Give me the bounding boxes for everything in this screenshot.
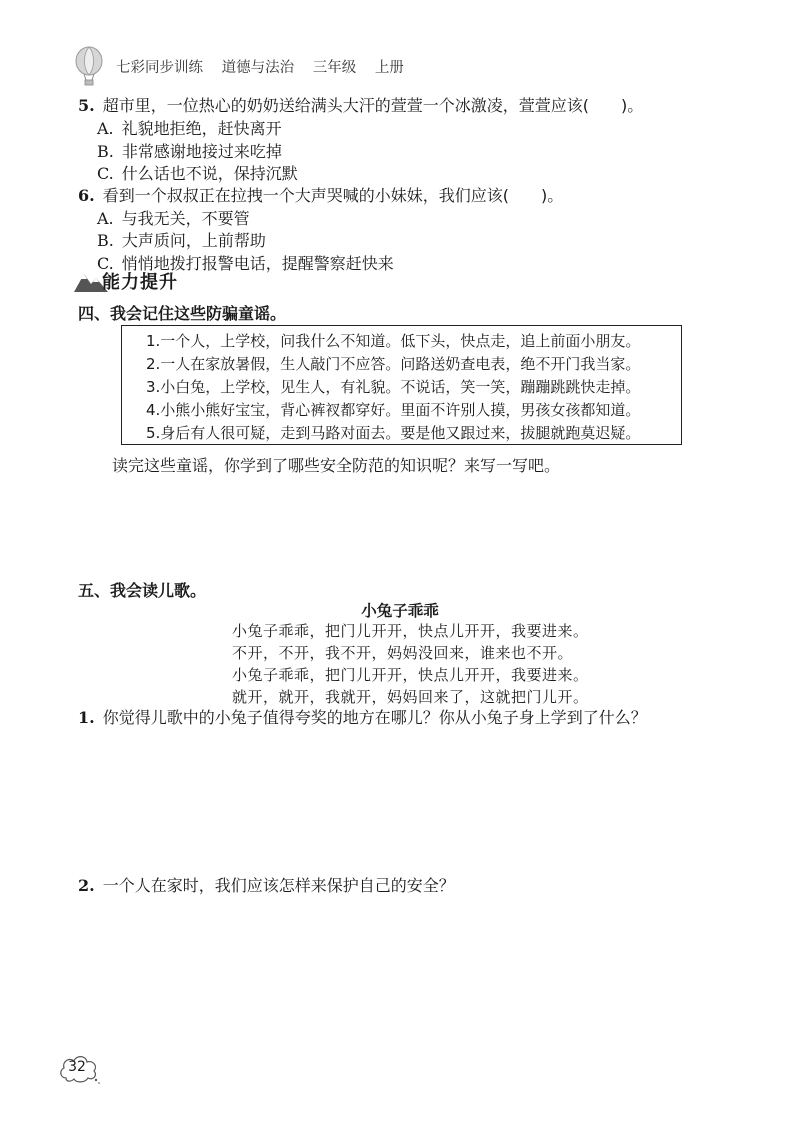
rhyme-box xyxy=(121,325,682,445)
page-number-text: 32 xyxy=(68,1059,86,1075)
header-grade: 三年级 xyxy=(312,60,357,76)
balloon-icon xyxy=(72,46,106,86)
header-subject: 道德与法治 xyxy=(221,60,295,76)
question-text: 看到一个叔叔正在拉拽一个大声哭喊的小妹妹，我们应该( )。 xyxy=(102,186,564,205)
section-5-question-1 xyxy=(78,705,647,728)
poem-line: 不开，不开，我不开，妈妈没回来，谁来也不开。 xyxy=(232,644,574,662)
option-5b: B. 非常感谢地接过来吃掉 xyxy=(97,142,282,161)
poem-title: 小兔子乖乖 xyxy=(361,602,439,620)
question-text: 超市里，一位热心的奶奶送给满头大汗的萱萱一个冰激凌，萱萱应该( )。 xyxy=(102,96,644,115)
option-5c: C. 什么话也不说，保持沉默 xyxy=(97,164,298,183)
question-6 xyxy=(78,183,563,206)
question-text: 你觉得儿歌中的小兔子值得夸奖的地方在哪儿？你从小兔子身上学到了什么？ xyxy=(102,708,647,727)
option-5a: A. 礼貌地拒绝，赶快离开 xyxy=(97,119,282,138)
question-number: 6. xyxy=(78,186,95,205)
header-volume: 上册 xyxy=(374,60,404,76)
question-5 xyxy=(78,93,643,116)
section-4-prompt: 读完这些童谣，你学到了哪些安全防范的知识呢？来写一写吧。 xyxy=(112,456,561,475)
question-number: 1. xyxy=(78,708,95,727)
question-text: 一个人在家时，我们应该怎样来保护自己的安全？ xyxy=(102,876,455,895)
section-badge xyxy=(74,268,284,294)
poem-line: 小兔子乖乖，把门儿开开，快点儿开开，我要进来。 xyxy=(232,622,589,640)
header-series: 七彩同步训练 xyxy=(116,60,203,76)
page-header xyxy=(72,46,732,86)
rhyme-line: 2.一人在家放暑假，生人敲门不应答。问路送奶查电表，绝不开门我当家。 xyxy=(146,355,641,373)
question-number: 5. xyxy=(78,96,95,115)
poem-line: 小兔子乖乖，把门儿开开，快点儿开开，我要进来。 xyxy=(232,666,589,684)
section-badge-label: 能力提升 xyxy=(102,272,178,293)
section-5-question-2 xyxy=(78,873,455,896)
option-6c: C. 悄悄地拨打报警电话，提醒警察赶快来 xyxy=(97,254,394,273)
option-6b: B. 大声质问，上前帮助 xyxy=(97,231,266,250)
poem-line: 就开，就开，我就开，妈妈回来了，这就把门儿开。 xyxy=(232,688,589,706)
section-5-title: 五、我会读儿歌。 xyxy=(78,581,207,600)
rhyme-line: 5.身后有人很可疑，走到马路对面去。要是他又跟过来，拔腿就跑莫迟疑。 xyxy=(146,424,641,442)
rhyme-line: 4.小熊小熊好宝宝，背心裤衩都穿好。里面不许别人摸，男孩女孩都知道。 xyxy=(146,401,641,419)
question-number: 2. xyxy=(78,876,95,895)
rhyme-line: 1.一个人，上学校，问我什么不知道。低下头，快点走，追上前面小朋友。 xyxy=(146,332,641,350)
page-number xyxy=(58,1052,100,1084)
section-4-title: 四、我会记住这些防骗童谣。 xyxy=(78,304,287,323)
rhyme-line: 3.小白兔，上学校，见生人，有礼貌。不说话，笑一笑，蹦蹦跳跳快走掉。 xyxy=(146,378,641,396)
option-6a: A. 与我无关，不要管 xyxy=(97,209,250,228)
